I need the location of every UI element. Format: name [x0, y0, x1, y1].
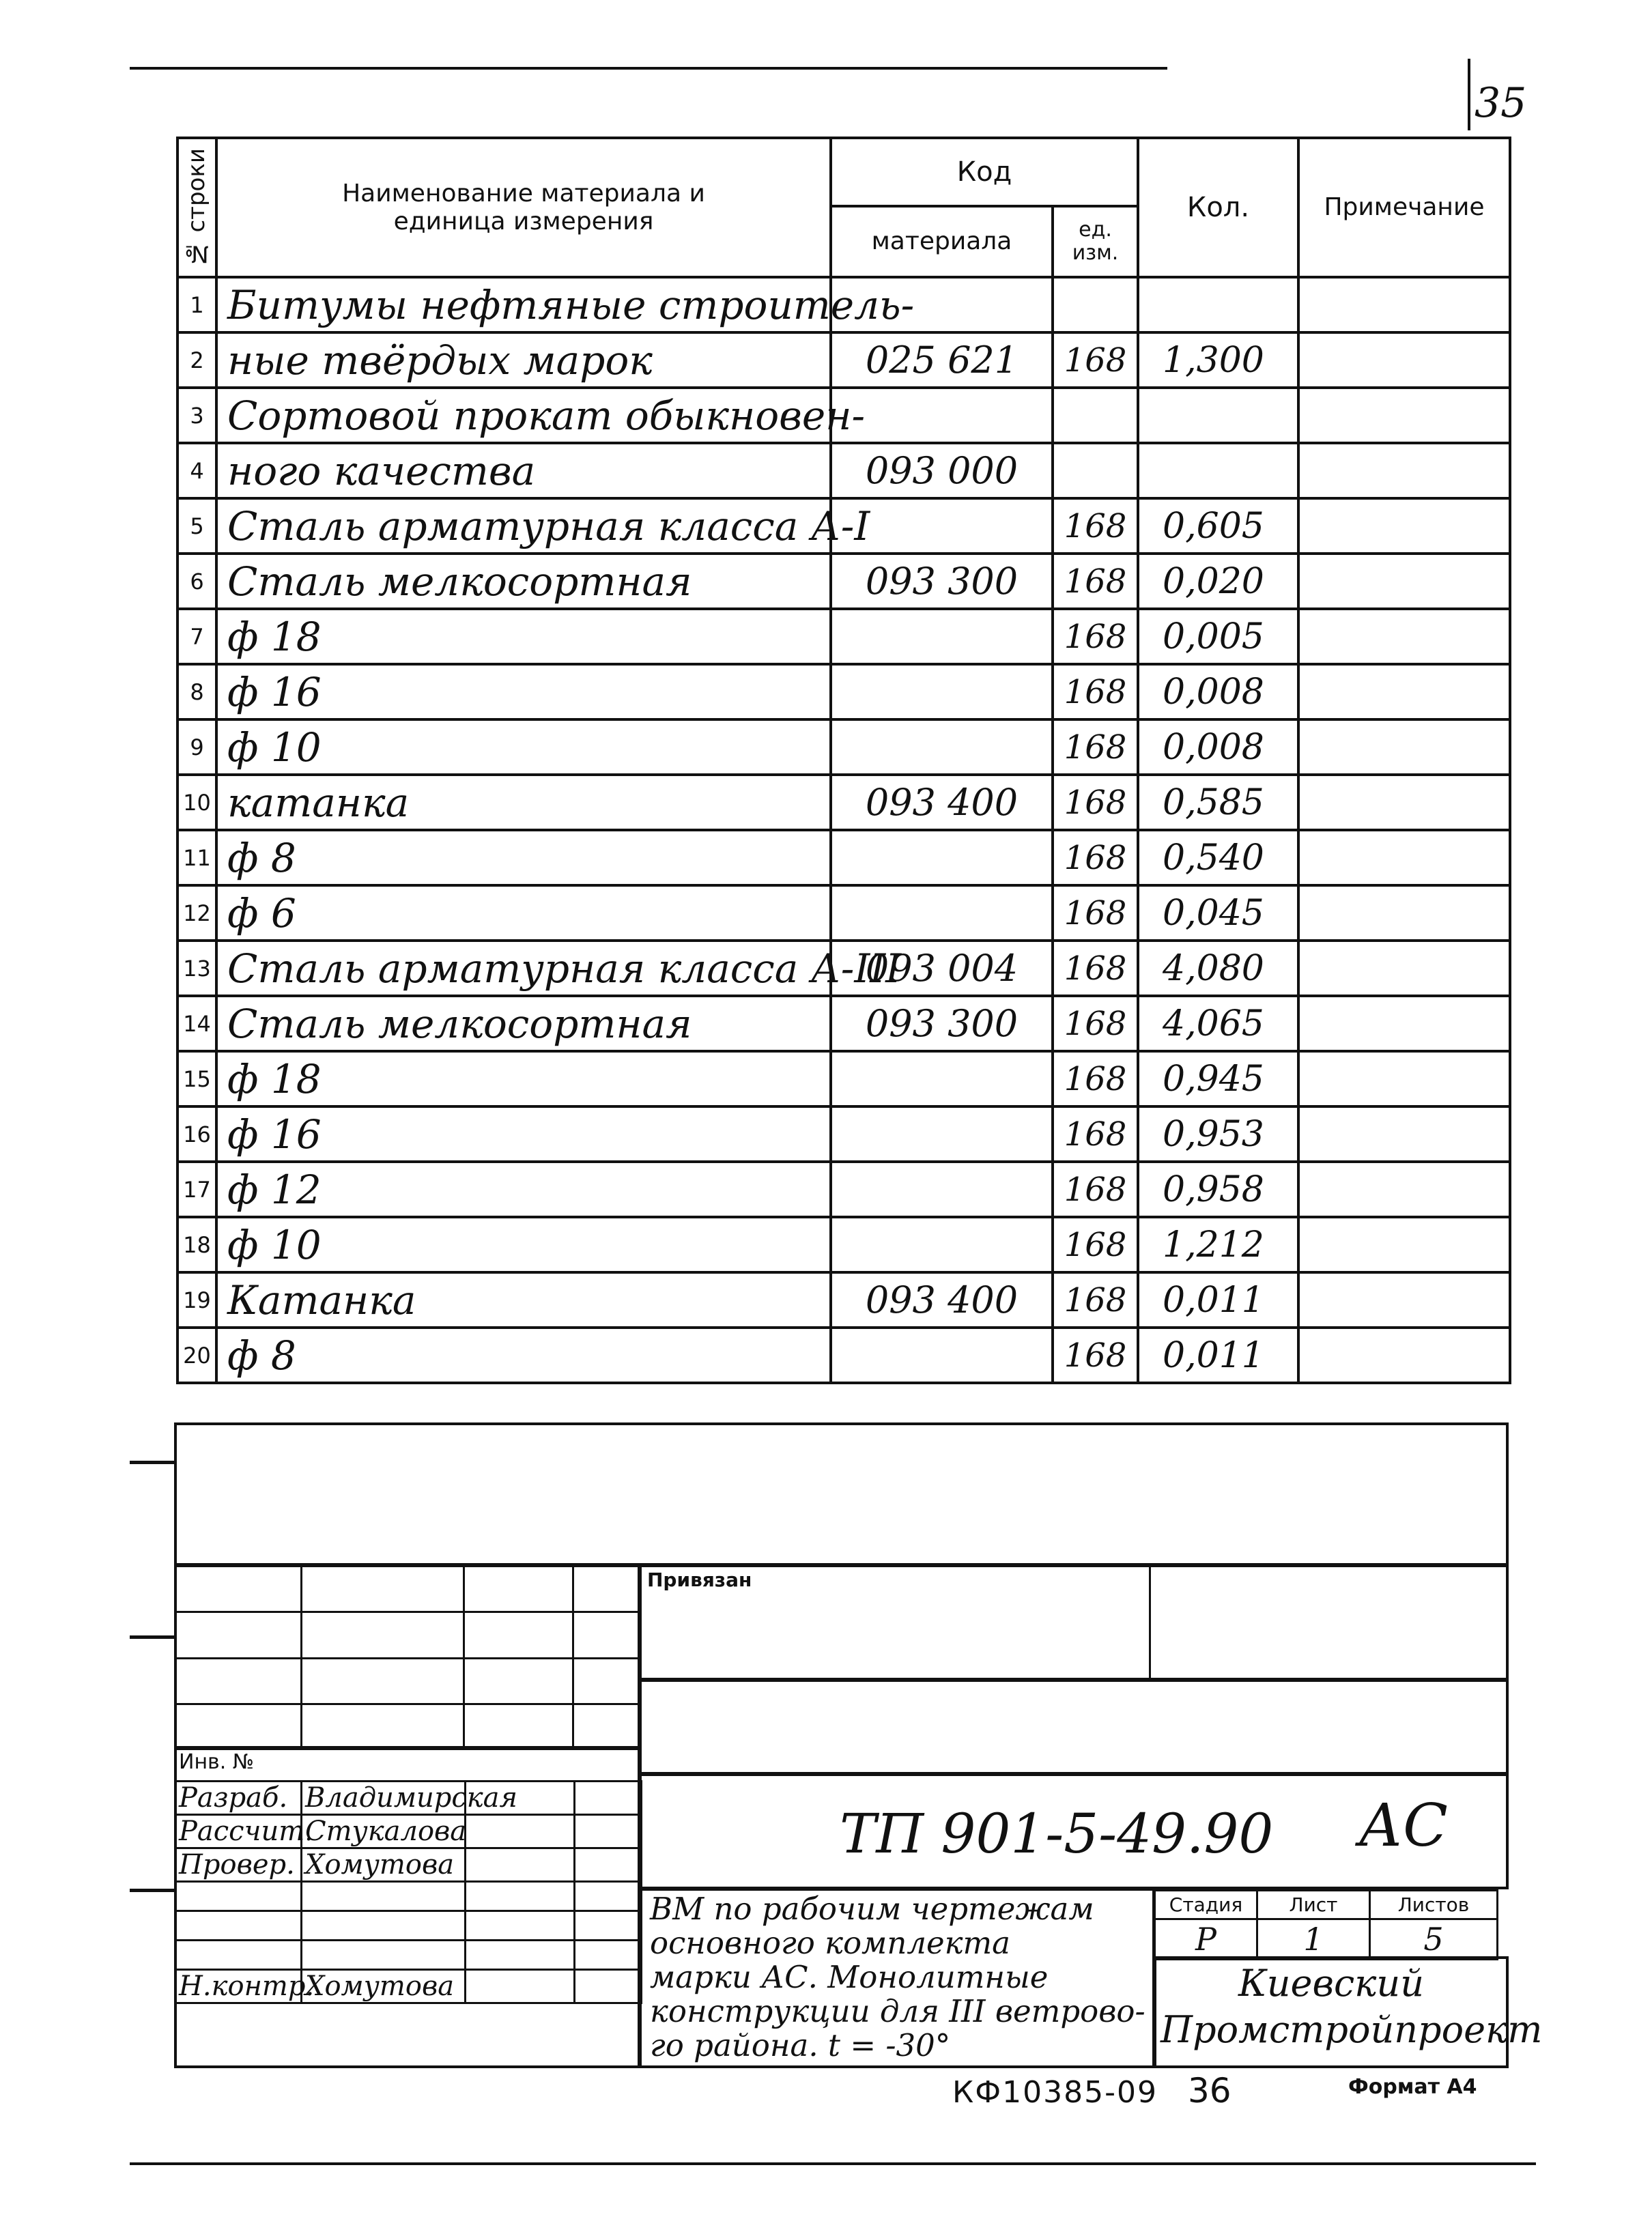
note	[1298, 1217, 1510, 1272]
quantity: 0,958	[1138, 1162, 1298, 1217]
quantity: 0,585	[1138, 775, 1298, 830]
row-number: 8	[177, 664, 216, 719]
note	[1298, 664, 1510, 719]
material-name: ф 10	[216, 1217, 831, 1272]
quantity: 0,008	[1138, 719, 1298, 775]
blank-area	[174, 1422, 1509, 1566]
unit-code: 168	[1053, 1217, 1138, 1272]
note	[1298, 609, 1510, 664]
material-code	[831, 885, 1053, 941]
material-code: 093 300	[831, 996, 1053, 1051]
privyazan-block	[639, 1564, 1509, 1680]
table-row	[177, 1328, 1510, 1383]
sheet-value: 1	[1257, 1919, 1370, 1960]
left-mark-3	[130, 1889, 175, 1892]
row-number: 15	[177, 1051, 216, 1106]
note	[1298, 830, 1510, 885]
sheet-info	[1154, 1889, 1498, 1960]
col-header-row-no	[177, 138, 216, 277]
quantity: 1,300	[1138, 332, 1298, 388]
privyazan-label: Привязан	[647, 1569, 752, 1591]
row-number: 17	[177, 1162, 216, 1217]
blank-strip	[639, 1679, 1509, 1775]
material-name: Катанка	[216, 1272, 831, 1328]
footer-number: 36	[1188, 2071, 1231, 2111]
material-code: 093 300	[831, 554, 1053, 609]
row-number: 13	[177, 941, 216, 996]
material-code	[831, 830, 1053, 885]
table-row	[177, 554, 1510, 609]
table-row	[177, 1272, 1510, 1328]
col-header-name: Наименование материала и единица измерения	[216, 138, 831, 277]
note	[1298, 1106, 1510, 1162]
quantity: 1,212	[1138, 1217, 1298, 1272]
row-no-label: № строки	[182, 147, 210, 268]
unit-code	[1053, 277, 1138, 332]
quantity	[1138, 388, 1298, 443]
quantity: 0,008	[1138, 664, 1298, 719]
material-code	[831, 1328, 1053, 1383]
row-number: 11	[177, 830, 216, 885]
left-mark-1	[130, 1461, 175, 1464]
material-name: ф 6	[216, 885, 831, 941]
table-row	[177, 443, 1510, 498]
note	[1298, 775, 1510, 830]
quantity: 0,540	[1138, 830, 1298, 885]
unit-code: 168	[1053, 609, 1138, 664]
col-header-code-unit: ед. изм.	[1053, 206, 1138, 277]
quantity: 0,045	[1138, 885, 1298, 941]
note	[1298, 443, 1510, 498]
signature-role: Рассчит.	[175, 1815, 302, 1848]
quantity: 0,011	[1138, 1272, 1298, 1328]
stage-value: Р	[1155, 1919, 1257, 1960]
material-name: Сортовой прокат обыкновен-	[216, 388, 831, 443]
note	[1298, 719, 1510, 775]
unit-code: 168	[1053, 554, 1138, 609]
top-rule	[130, 67, 1167, 70]
material-name: Сталь арматурная класса А-III	[216, 941, 831, 996]
row-number: 1	[177, 277, 216, 332]
sheets-label: Листов	[1370, 1891, 1498, 1919]
table-row	[177, 885, 1510, 941]
note	[1298, 996, 1510, 1051]
note	[1298, 1051, 1510, 1106]
unit-code	[1053, 388, 1138, 443]
unit-code: 168	[1053, 996, 1138, 1051]
material-code	[831, 1051, 1053, 1106]
doc-code: ТП 901-5-49.90	[840, 1802, 1274, 1865]
material-name: Сталь мелкосортная	[216, 996, 831, 1051]
quantity	[1138, 443, 1298, 498]
right-margin-rule	[1468, 59, 1470, 130]
material-name: ф 10	[216, 719, 831, 775]
signature-name: Стукалова	[302, 1815, 466, 1848]
left-mark-2	[130, 1635, 175, 1639]
material-name: ного качества	[216, 443, 831, 498]
unit-code: 168	[1053, 664, 1138, 719]
col-header-note: Примечание	[1298, 138, 1510, 277]
note	[1298, 332, 1510, 388]
signature-name: Владимирская	[302, 1782, 466, 1815]
material-code	[831, 1162, 1053, 1217]
material-name: катанка	[216, 775, 831, 830]
quantity	[1138, 277, 1298, 332]
description: ВМ по рабочим чертежам основного комплекта марки АС. Монолитные конструкции для III ветрово- го района. t = -30°	[650, 1891, 1145, 2063]
unit-code: 168	[1053, 830, 1138, 885]
table-row	[177, 830, 1510, 885]
row-number: 16	[177, 1106, 216, 1162]
sheets-value: 5	[1370, 1919, 1498, 1960]
quantity: 4,065	[1138, 996, 1298, 1051]
material-name: ф 12	[216, 1162, 831, 1217]
table-row	[177, 1051, 1510, 1106]
note	[1298, 554, 1510, 609]
material-name: ф 8	[216, 830, 831, 885]
quantity: 0,020	[1138, 554, 1298, 609]
unit-code: 168	[1053, 1272, 1138, 1328]
material-code: 025 621	[831, 332, 1053, 388]
quantity: 0,605	[1138, 498, 1298, 554]
org-name: Киевский Промстройпроект	[1160, 1962, 1543, 2051]
unit-code: 168	[1053, 775, 1138, 830]
row-number: 4	[177, 443, 216, 498]
note	[1298, 277, 1510, 332]
row-number: 2	[177, 332, 216, 388]
material-name: ф 18	[216, 1051, 831, 1106]
bottom-rule	[130, 2162, 1536, 2165]
unit-code: 168	[1053, 498, 1138, 554]
footer-code: КФ10385-09	[952, 2075, 1158, 2110]
signature-role: Провер.	[175, 1848, 302, 1882]
table-row	[177, 775, 1510, 830]
row-number: 14	[177, 996, 216, 1051]
signature-name: Хомутова	[302, 1848, 466, 1882]
table-row	[177, 996, 1510, 1051]
material-name: ные твёрдых марок	[216, 332, 831, 388]
material-code: 093 004	[831, 941, 1053, 996]
table-row	[177, 498, 1510, 554]
material-name: ф 16	[216, 1106, 831, 1162]
material-name: ф 8	[216, 1328, 831, 1383]
unit-code: 168	[1053, 885, 1138, 941]
inv-no-label: Инв. №	[179, 1750, 255, 1774]
table-row	[177, 1217, 1510, 1272]
material-code	[831, 1217, 1053, 1272]
unit-code: 168	[1053, 332, 1138, 388]
signature-role: Н.контр.	[175, 1970, 302, 2003]
note	[1298, 498, 1510, 554]
material-name: ф 18	[216, 609, 831, 664]
footer-format: Формат А4	[1348, 2075, 1477, 2099]
material-name: Сталь мелкосортная	[216, 554, 831, 609]
col-header-code-material: материала	[831, 206, 1053, 277]
unit-code	[1053, 443, 1138, 498]
quantity: 0,005	[1138, 609, 1298, 664]
row-number: 3	[177, 388, 216, 443]
row-number: 20	[177, 1328, 216, 1383]
note	[1298, 941, 1510, 996]
note	[1298, 885, 1510, 941]
row-number: 12	[177, 885, 216, 941]
note	[1298, 1328, 1510, 1383]
row-number: 6	[177, 554, 216, 609]
material-name: Битумы нефтяные строитель-	[216, 277, 831, 332]
table-row	[177, 664, 1510, 719]
signature-name: Хомутова	[302, 1970, 466, 2003]
row-number: 18	[177, 1217, 216, 1272]
table-row	[177, 388, 1510, 443]
table-row	[177, 609, 1510, 664]
material-code: 093 400	[831, 1272, 1053, 1328]
material-name: ф 16	[216, 664, 831, 719]
row-number: 9	[177, 719, 216, 775]
row-number: 7	[177, 609, 216, 664]
material-code	[831, 609, 1053, 664]
row-number: 10	[177, 775, 216, 830]
unit-code: 168	[1053, 1162, 1138, 1217]
quantity: 0,953	[1138, 1106, 1298, 1162]
material-code	[831, 1106, 1053, 1162]
table-row	[177, 719, 1510, 775]
table-row	[177, 1162, 1510, 1217]
material-code	[831, 719, 1053, 775]
table-row	[177, 332, 1510, 388]
doc-mark: АС	[1358, 1792, 1448, 1860]
unit-code: 168	[1053, 941, 1138, 996]
row-number: 19	[177, 1272, 216, 1328]
unit-code: 168	[1053, 1106, 1138, 1162]
quantity: 0,011	[1138, 1328, 1298, 1383]
unit-code: 168	[1053, 719, 1138, 775]
note	[1298, 388, 1510, 443]
unit-code: 168	[1053, 1328, 1138, 1383]
quantity: 0,945	[1138, 1051, 1298, 1106]
sheet-label: Лист	[1257, 1891, 1370, 1919]
col-header-qty: Кол.	[1138, 138, 1298, 277]
col-header-code: Код	[831, 138, 1138, 206]
material-code	[831, 664, 1053, 719]
table-row	[177, 941, 1510, 996]
signature-role: Разраб.	[175, 1782, 302, 1815]
quantity: 4,080	[1138, 941, 1298, 996]
material-code: 093 400	[831, 775, 1053, 830]
table-row	[177, 1106, 1510, 1162]
page-number: 35	[1475, 79, 1527, 127]
row-number: 5	[177, 498, 216, 554]
left-grid	[174, 1564, 640, 1749]
stage-label: Стадия	[1155, 1891, 1257, 1919]
unit-code: 168	[1053, 1051, 1138, 1106]
table-row	[177, 277, 1510, 332]
materials-table	[176, 137, 1511, 1384]
material-name: Сталь арматурная класса А-I	[216, 498, 831, 554]
note	[1298, 1272, 1510, 1328]
note	[1298, 1162, 1510, 1217]
material-code: 093 000	[831, 443, 1053, 498]
